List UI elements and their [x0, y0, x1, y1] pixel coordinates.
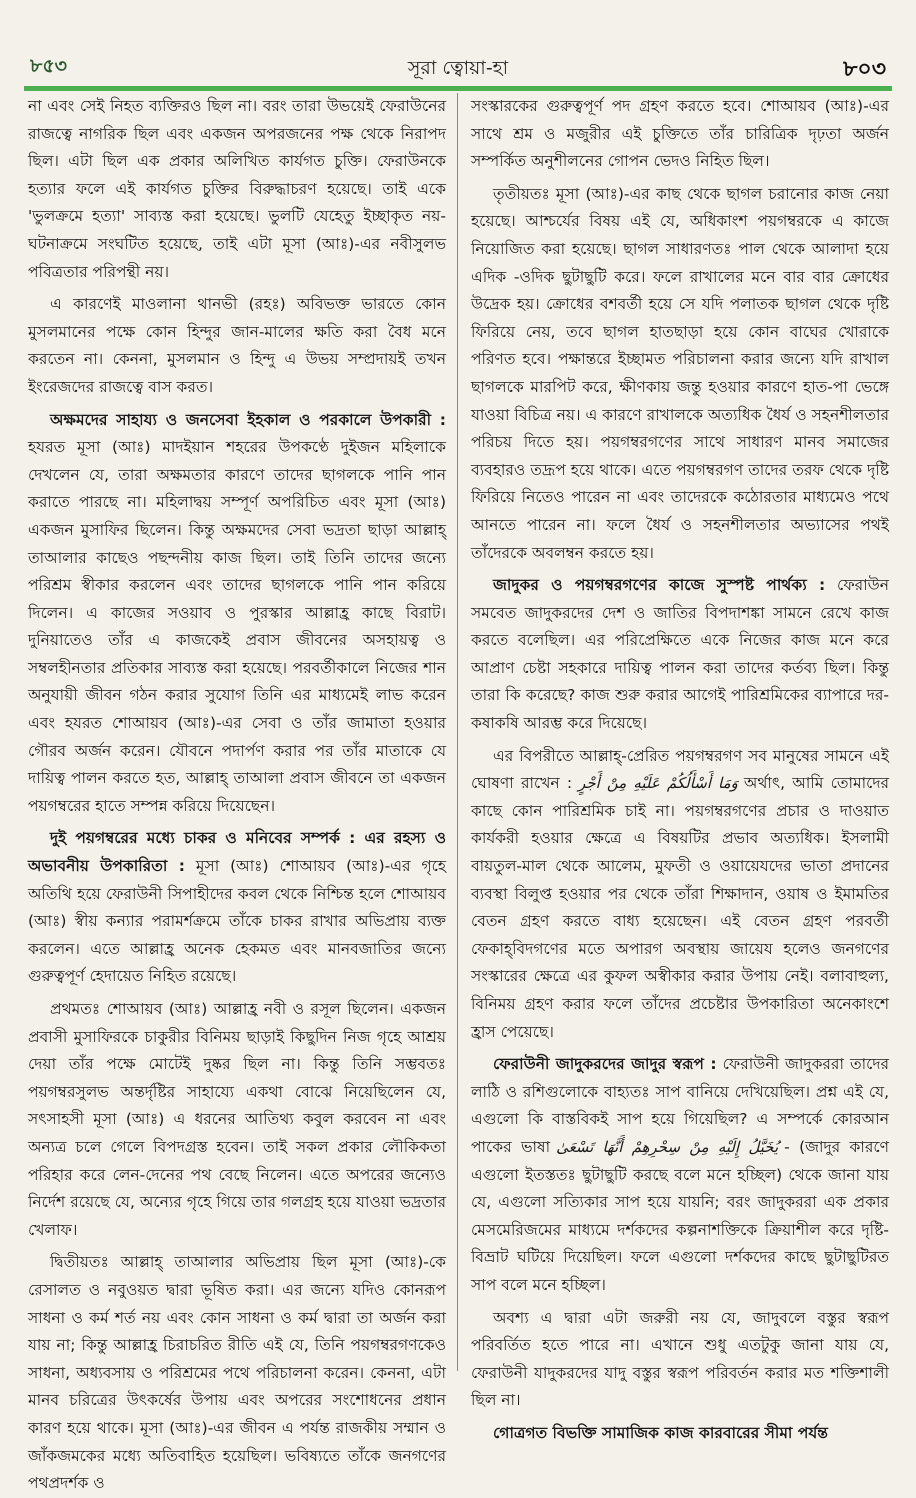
right-paragraph-2: তৃতীয়তঃ মূসা (আঃ)-এর কাছ থেকে ছাগল চরানোর কাজ নেয়া হয়েছে। আশ্চর্যের বিষয় এই যে, অধিকাংশ পয়গম্বরকে এ কাজে নিয়োজিত করা হয়েছে। ছাগল সাধারণতঃ পাল থেকে আলাদা হয়ে এদিক -ওদিক ছুটাছুটি করে। ফলে রাখালের মনে বার বার ক্রোধের উদ্রেক হয়। ক্রোধের বশবর্তী হয়ে সে যদি পলাতক ছাগল থেকে দৃষ্টি ফিরিয়ে নেয়, তবে ছাগল হাতছাড়া হয়ে কোন বাঘের খোরাকে পরিণত হবে। পক্ষান্তরে ইচ্ছামত পরিচালনা করার জন্যে যদি রাখাল ছাগলকে মারপিট করে, ক্ষীণকায় জন্তু হওয়ার কারণে হাত-পা ভেঙ্গে যাওয়া বিচিত্র নয়। এ কারণে রাখালকে অত্যধিক ধৈর্য ও সহনশীলতার পরিচয় দিতে হয়। পয়গম্বরগণের সাথে সাধারণ মানব সমাজের ব্যবহারও তদ্রূপ হয়ে থাকে। এতে পয়গম্বরগণ তাদের তরফ থেকে দৃষ্টি ফিরিয়ে নিতেও পারেন না এবং তাদেরকে কঠোরতার মাধ্যমেও পথে আনতে পারেন না। ফলে ধৈর্য ও সহনশীলতার অভ্যাসের পথই তাঁদেরকে অবলম্বন করতে হয়।: [471, 184, 889, 562]
page-header: [24, 0, 892, 84]
left-paragraph-4: [28, 825, 446, 991]
right-paragraph-3: [471, 572, 889, 738]
page-number-left: ৮৫৩: [30, 55, 68, 77]
right-paragraph-5: [471, 1051, 889, 1299]
left-paragraph-6: দ্বিতীয়তঃ আল্লাহ্ তাআলার অভিপ্রায় ছিল মূসা (আঃ)-কে রেসালত ও নবুওয়ত দ্বারা ভূষিত করা। এর জন্যে যদিও কোনরূপ সাধনা ও কর্ম শর্ত নয় এবং কোন সাধনা ও কর্ম দ্বারা তা অর্জন করা যায় না; কিন্তু আল্লাহ্র চিরাচরিত রীতি এই যে, তিনি পয়গম্বরগণকেও সাধনা, অধ্যবসায় ও পরিশ্রমের পথে পরিচালনা করেন। কেননা, এটা মানব চরিত্রের উৎকর্ষের উপায় এবং অপরের সংশোধনের প্রধান কারণ হয়ে থাকে। মূসা (আঃ)-এর জীবন এ পর্যন্ত রাজকীয় সম্মান ও জাঁকজমকের মধ্যে অতিবাহিত হয়েছিল। ভবিষ্যতে তাঁকে জনগণের পথপ্রদর্শক ও: [28, 1253, 446, 1493]
right-paragraph-6: অবশ্য এ দ্বারা এটা জরুরী নয় যে, জাদুবলে বস্তুর স্বরূপ পরিবর্তিত হতে পারে না। এখানে শুধু এতটুকু জানা যায় যে, ফেরাউনী যাদুকরদের যাদু বস্তুর স্বরূপ পরিবর্তন করার মত শক্তিশালী ছিল না।: [471, 1308, 889, 1410]
right-paragraph-3-text: ফেরাউন সমবেত জাদুকরদের দেশ ও জাতির বিপদাশঙ্কা সামনে রেখে কাজ করতে বলেছিল। এর পরিপ্রেক্ষিতে একে নিজের কাজ মনে করে আপ্রাণ চেষ্টা সহকারে দায়িত্ব পালন করা তাদের কর্তব্য ছিল। কিন্তু তারা কি করেছে? কাজ শুরু করার আগেই পারিশ্রমিকের ব্যাপারে দর-কষাকষি আরম্ভ করে দিয়েছে।: [471, 576, 889, 733]
left-paragraph-3: [28, 407, 446, 821]
left-paragraph-4-text: মূসা (আঃ) শোআয়ব (আঃ)-এর গৃহে অতিথি হয়ে ফেরাউনী সিপাহীদের কবল থেকে নিশ্চিন্ত হলে শোআয়ব (আঃ) স্বীয় কন্যার পরামর্শক্রমে তাঁকে চাকর রাখার অভিপ্রায় ব্যক্ত করলেন। এতে আল্লাহ্র অনেক হেকমত এবং মানবজাতির জন্যে গুরুত্বপূর্ণ হেদায়েত নিহিত রয়েছে।: [28, 857, 446, 986]
left-paragraph-1: না এবং সেই নিহত ব্যক্তিরও ছিল না। বরং তারা উভয়েই ফেরাউনের রাজত্বে নাগরিক ছিল এবং একজন অপরজনের পক্ষ থেকে নিরাপদ ছিল। এটা ছিল এক প্রকার অলিখিত কার্যগত চুক্তি। ফেরাউনকে হত্যার ফলে এই কার্যগত চুক্তির বিরুদ্ধাচরণ হয়েছে। তাই একে 'ভুলক্রমে হত্যা' সাব্যস্ত করা হয়েছে। ভুলটি যেহেতু ইচ্ছাকৃত নয়- ঘটনাক্রমে সংঘটিত হয়েছে, তাই এটা মূসা (আঃ)-এর নবীসুলভ পবিত্রতার পরিপন্থী নয়।: [28, 97, 446, 281]
arabic-verse-2: يُخَيَّلُ إِلَيْهِ مِنْ سِحْرِهِمْ أَنَّهَا تَسْعَىٰ: [556, 1137, 779, 1156]
text-columns: [24, 93, 892, 1493]
right-subheading-2: ফেরাউনী জাদুকরদের জাদুর স্বরূপ :: [493, 1055, 717, 1074]
left-paragraph-5: প্রথমতঃ শোআয়ব (আঃ) আল্লাহ্র নবী ও রসূল ছিলেন। একজন প্রবাসী মুসাফিরকে চাকুরীর বিনিময় ছাড়াই কিছুদিন নিজ গৃহে আশ্রয় দেয়া তাঁর পক্ষে মোটেই দুষ্কর ছিল না। কিন্তু তিনি সম্ভবতঃ পয়গম্বরসুলভ অন্তর্দৃষ্টির সাহায্যে একথা বোঝে নিয়েছিলেন যে, সৎসাহসী মূসা (আঃ) এ ধরনের আতিথ্য কবুল করবেন না এবং অন্যত্র চলে গেলে বিপদগ্রস্ত হবেন। তাই সকল প্রকার লৌকিকতা পরিহার করে লেন-দেনের পথ বেছে নিলেন। এতে অপরের জন্যেও নির্দেশ রয়েছে যে, অন্যের গৃহে গিয়ে তার গলগ্রহ হয়ে যাওয়া ভদ্রতার খেলাফ।: [28, 1000, 446, 1239]
right-paragraph-4-lead: এর বিপরীতে আল্লাহ্-প্রেরিত পয়গম্বরগণ সব মানুষের সামনে এই ঘোষণা রাখেন :: [471, 746, 889, 793]
right-paragraph-4: [471, 743, 889, 1047]
right-paragraph-5-lead: ফেরাউনী জাদুকররা তাদের লাঠি ও রশিগুলোকে বাহ্যতঃ সাপ বানিয়ে দেখিয়েছিল। প্রশ্ন এই যে, এগুলো কি বাস্তবিকই সাপ হয়ে গিয়েছিল? এ সম্পর্কে কোরআন পাকের ভাষা: [471, 1055, 889, 1156]
left-subheading-2: দুই পয়গম্বরের মধ্যে চাকর ও মনিবের সম্পর্ক : এর রহস্য ও অভাবনীয় উপকারিতা :: [28, 829, 446, 876]
column-divider: [457, 93, 458, 1371]
arabic-verse-1: وَمَا أَسْأَلُكُمْ عَلَيْهِ مِنْ أَجْرٍ: [578, 774, 738, 793]
surah-title: সূরা ত্বোয়া-হা: [407, 57, 509, 79]
left-subheading-1: অক্ষমদের সাহায্য ও জনসেবা ইহকাল ও পরকালে উপকারী :: [50, 410, 446, 429]
right-paragraph-4-text: অর্থাৎ, আমি তোমাদের কাছে কোন পারিশ্রমিক চাই না। পয়গম্বরগণের প্রচার ও দাওয়াত কার্যকরী হওয়ার ক্ষেত্রে এ বিষয়টির প্রভাব অত্যধিক। ইসলামী বায়তুল-মাল থেকে আলেম, মুফতী ও ওয়ায়েযদের ভাতা প্রদানের ব্যবস্থা বিলুপ্ত হওয়ার পর থেকে তাঁরা শিক্ষাদান, ওয়াষ ও ইমামতির বেতন গ্রহণ করতে বাধ্য হয়েছেন। এই বেতন গ্রহণ পরবর্তী ফেকাহ্‌বিদগণের মতে অপারগ অবস্থায় জায়েয হলেও জনগণের সংস্কারের ক্ষেত্রে এর কুফল অস্বীকার করার উপায় নেই। বলাবাহুল্য, বিনিময় গ্রহণ করার ফলে তাঁদের প্রচেষ্টার উপকারিতা অনেকাংশে হ্রাস পেয়েছে।: [471, 774, 889, 1041]
right-paragraph-5-text: - (জাদুর কারণে এগুলো ইতস্ততঃ ছুটাছুটি করছে বলে মনে হচ্ছিল) থেকে জানা যায় যে, এগুলো সত্যিকার সাপ হয়ে যায়নি; বরং জাদুকররা এক প্রকার মেসমেরিজমের মাধ্যমে দর্শকদের কল্পনাশক্তিকে ক্রিয়াশীল করে দৃষ্টি-বিভ্রাট ঘটিয়ে দিয়েছিল। ফলে এগুলো দর্শকদের কাছে ছুটাছুটিরত সাপ বলে মনে হচ্ছিল।: [471, 1137, 889, 1294]
left-paragraph-2: এ কারণেই মাওলানা থানভী (রহঃ) অবিভক্ত ভারতে কোন মুসলমানের পক্ষে কোন হিন্দুর জান-মালের ক্ষতি করা বৈধ মনে করতেন না। কেননা, মুসলমান ও হিন্দু এ উভয় সম্প্রদায়ই তখন ইংরেজদের রাজত্বে বাস করত।: [28, 295, 446, 396]
right-subheading-1: জাদুকর ও পয়গম্বরগণের কাজে সুস্পষ্ট পার্থক্য :: [493, 576, 826, 595]
right-paragraph-1: সংস্কারকের গুরুত্বপূর্ণ পদ গ্রহণ করতে হবে। শোআয়ব (আঃ)-এর সাথে শ্রম ও মজুরীর এই চুক্তিতে তাঁর চারিত্রিক দৃঢ়তা অর্জন সম্পর্কিত অনুশীলনের গোপন ভেদও নিহিত ছিল।: [471, 97, 889, 171]
right-column: [471, 93, 889, 1442]
left-column: [28, 93, 446, 1493]
page-number-right: ৮০৩: [843, 57, 886, 82]
header-rule: [24, 86, 892, 91]
left-paragraph-3-text: হযরত মূসা (আঃ) মাদইয়ান শহরের উপকণ্ঠে দুইজন মহিলাকে দেখলেন যে, তারা অক্ষমতার কারণে তাদের ছাগলকে পানি পান করাতে পারছে না। মহিলাদ্বয় সম্পূর্ণ অপরিচিত এবং মূসা (আঃ) একজন মুসাফির ছিলেন। কিন্তু অক্ষমদের সেবা ভদ্রতা ছাড়া আল্লাহ্ তাআলার কাছেও পছন্দনীয় কাজ ছিল। তাই তিনি তাদের জন্যে পরিশ্রম স্বীকার করলেন এবং তাদের ছাগলকে পানি পান করিয়ে দিলেন। এ কাজের সওয়াব ও পুরস্কার আল্লাহ্র কাছে বিরাট। দুনিয়াতেও তাঁর এ কাজকেই প্রবাস জীবনের অসহায়ত্ব ও সম্বলহীনতার প্রতিকার সাব্যস্ত করা হয়েছে। পরবর্তীকালে নিজের শান অনুযায়ী জীবন গঠন করার সুযোগ তিনি এর মাধ্যমেই লাভ করেন এবং হযরত শোআয়ব (আঃ)-এর সেবা ও তাঁর জামাতা হওয়ার গৌরব অর্জন করেন। যৌবনে পদার্পণ করার পর তাঁর মাতাকে যে দায়িত্ব পালন করতে হত, আল্লাহ্ তাআলা প্রবাস জীবনে তা একজন পয়গম্বরের হাতে সম্পন্ন করিয়ে দিয়েছেন।: [28, 438, 446, 815]
right-subheading-3: গোত্রগত বিভক্তি সামাজিক কাজ কারবারের সীমা পর্যন্ত: [493, 1423, 828, 1442]
